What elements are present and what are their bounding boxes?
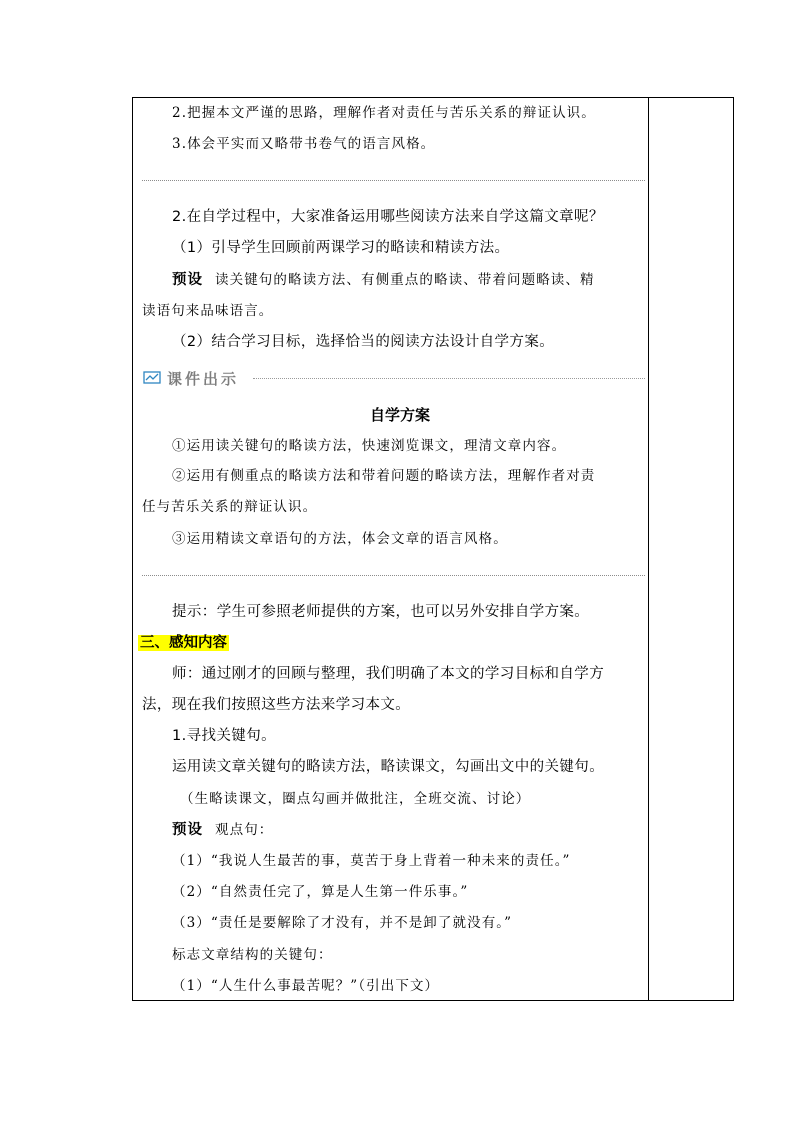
plan-title: 自学方案	[370, 406, 431, 424]
tip: 提示：学生可参照老师提供的方案，也可以另外安排自学方案。	[172, 604, 590, 620]
courseware-dotted-rule	[253, 378, 645, 379]
structure-1: （1）“人生什么事最苦呢？”（引出下文）	[172, 978, 440, 994]
courseware-label: 课件出示	[167, 369, 240, 388]
preset-2	[172, 820, 273, 840]
structure-heading: 标志文章结构的关键句：	[172, 947, 333, 963]
step-1-desc: 运用读文章关键句的略读方法，略读课文，勾画出文中的关键句。	[172, 759, 605, 775]
teacher-line-2: 法，现在我们按照这些方法来学习本文。	[142, 697, 411, 713]
plan-item-1: ①运用读关键句的略读方法，快速浏览课文，理清文章内容。	[172, 438, 567, 454]
preset-text: 读关键句的略读方法、有侧重点的略读、带着问题略读、精	[215, 272, 595, 288]
question-2: 2.在自学过程中，大家准备运用哪些阅读方法来自学这篇文章呢？	[172, 209, 604, 225]
preset-text: 观点句：	[215, 822, 274, 838]
teacher-line-1: 师：通过刚才的回顾与整理，我们明确了本文的学习目标和自学方	[172, 666, 605, 682]
plan-item-3: ③运用精读文章语句的方法，体会文章的语言风格。	[172, 531, 508, 547]
courseware-header	[143, 367, 239, 389]
table-column-divider	[648, 97, 649, 1001]
section-3-heading	[138, 633, 229, 653]
step-1-note: （生略读课文，圈点勾画并做批注，全班交流、讨论）	[180, 791, 531, 807]
question-2-sub-1: （1）引导学生回顾前两课学习的略读和精读方法。	[172, 240, 510, 256]
goal-2: 2.把握本文严谨的思路，理解作者对责任与苦乐关系的辩证认识。	[172, 105, 596, 121]
dotted-separator	[142, 180, 645, 181]
dotted-separator	[142, 575, 645, 576]
preset-label: 预设	[172, 272, 203, 288]
question-2-sub-2: （2）结合学习目标，选择恰当的阅读方法设计自学方案。	[172, 334, 555, 350]
section-3-title: 三、感知内容	[140, 635, 227, 651]
viewpoint-2: （2）“自然责任完了，算是人生第一件乐事。”	[172, 884, 469, 900]
plan-item-2: ②运用有侧重点的略读方法和带着问题的略读方法，理解作者对责	[172, 468, 596, 484]
preset-label: 预设	[172, 822, 203, 838]
viewpoint-3: （3）“责任是要解除了才没有，并不是卸了就没有。”	[172, 915, 513, 931]
plan-item-2-cont: 任与苦乐关系的辩证认识。	[142, 499, 318, 515]
step-1: 1.寻找关键句。	[172, 728, 277, 744]
preset-1-cont: 读语句来品味语言。	[142, 303, 274, 319]
viewpoint-1: （1）“我说人生最苦的事，莫苦于身上背着一种未来的责任。”	[172, 853, 571, 869]
preset-1	[172, 270, 595, 290]
presentation-chart-icon	[143, 371, 161, 385]
goal-3: 3.体会平实而又略带书卷气的语言风格。	[172, 136, 436, 152]
